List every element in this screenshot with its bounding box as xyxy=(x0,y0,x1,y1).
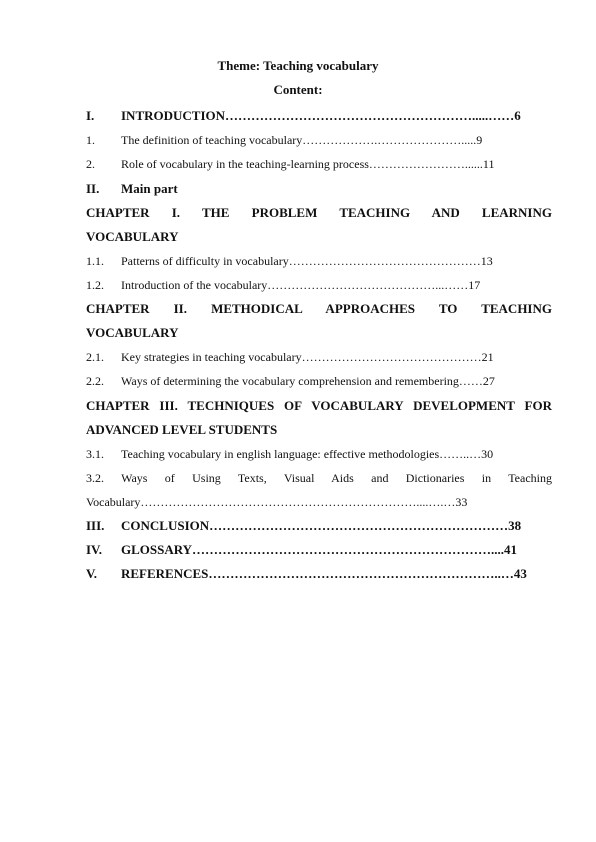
toc-text: Teaching vocabulary in english language: effective methodologies……..…30 xyxy=(121,446,494,461)
toc-number: 2. xyxy=(86,157,95,172)
toc-text: Main part xyxy=(121,180,178,196)
toc-entry-main-part xyxy=(86,177,552,201)
toc-chapter-2 xyxy=(86,297,552,345)
toc-number: 1.2. xyxy=(86,277,104,292)
toc-entry-conclusion xyxy=(86,514,552,538)
toc-number: I. xyxy=(86,108,95,123)
chapter-title-line: CHAPTER III. TECHNIQUES OF VOCABULARY DEVELOPMENT FOR xyxy=(86,397,552,413)
chapter-title-line: ADVANCED LEVEL STUDENTS xyxy=(86,421,278,437)
toc-text: GLOSSARY……………………………………………………………....41 xyxy=(121,541,518,557)
toc-entry-glossary xyxy=(86,538,552,562)
toc-entry-references xyxy=(86,562,552,586)
toc-text: Ways of determining the vocabulary comprehension and remembering……27 xyxy=(121,374,495,389)
toc-entry-definition xyxy=(86,128,552,152)
toc-chapter-3 xyxy=(86,394,552,442)
chapter-title-line: CHAPTER I. THE PROBLEM TEACHING AND LEARNING xyxy=(86,204,552,220)
toc-entry-1-2 xyxy=(86,273,552,297)
table-of-contents xyxy=(86,104,552,586)
toc-text: REFERENCES…………………………………………………………..…43 xyxy=(121,566,527,582)
toc-number: 2.1. xyxy=(86,350,104,365)
toc-text: Patterns of difficulty in vocabulary…………………………………………13 xyxy=(121,253,493,268)
chapter-title-line: CHAPTER II. METHODICAL APPROACHES TO TEACHING xyxy=(86,301,552,317)
toc-number: 1. xyxy=(86,133,95,148)
toc-number: IV. xyxy=(86,541,103,557)
toc-number: 1.1. xyxy=(86,253,104,268)
toc-text-line: 3.2. Ways of Using Texts, Visual Aids and Dictionaries in Teaching xyxy=(86,470,552,485)
toc-text: Role of vocabulary in the teaching-learning process……………………......11 xyxy=(121,157,495,172)
toc-number: III. xyxy=(86,517,105,533)
toc-text: Introduction of the vocabulary……………………………………...……17 xyxy=(121,277,481,292)
toc-text: Key strategies in teaching vocabulary………………………………………21 xyxy=(121,350,494,365)
document-title: Theme: Teaching vocabulary xyxy=(217,58,379,73)
chapter-title-line: VOCABULARY xyxy=(86,325,179,341)
toc-entry-role xyxy=(86,152,552,176)
toc-entry-2-1 xyxy=(86,345,552,369)
toc-text: INTRODUCTION………………………………………………….....……6 xyxy=(121,108,521,123)
toc-number: V. xyxy=(86,566,97,582)
toc-number: II. xyxy=(86,180,100,196)
toc-text: The definition of teaching vocabulary……………….………………….....9 xyxy=(121,133,483,148)
toc-entry-1-1 xyxy=(86,249,552,273)
toc-entry-3-2 xyxy=(86,466,552,514)
chapter-title-line: VOCABULARY xyxy=(86,228,179,244)
toc-entry-2-2 xyxy=(86,369,552,393)
toc-entry-introduction xyxy=(86,104,552,128)
toc-text-line: Vocabulary……………………………………………………………....….…33 xyxy=(86,494,468,509)
toc-chapter-1 xyxy=(86,201,552,249)
toc-number: 3.1. xyxy=(86,446,104,461)
toc-number: 2.2. xyxy=(86,374,104,389)
toc-entry-3-1 xyxy=(86,442,552,466)
contents-heading: Content: xyxy=(273,82,323,97)
toc-text: CONCLUSION……………………………………………………………38 xyxy=(121,517,522,533)
